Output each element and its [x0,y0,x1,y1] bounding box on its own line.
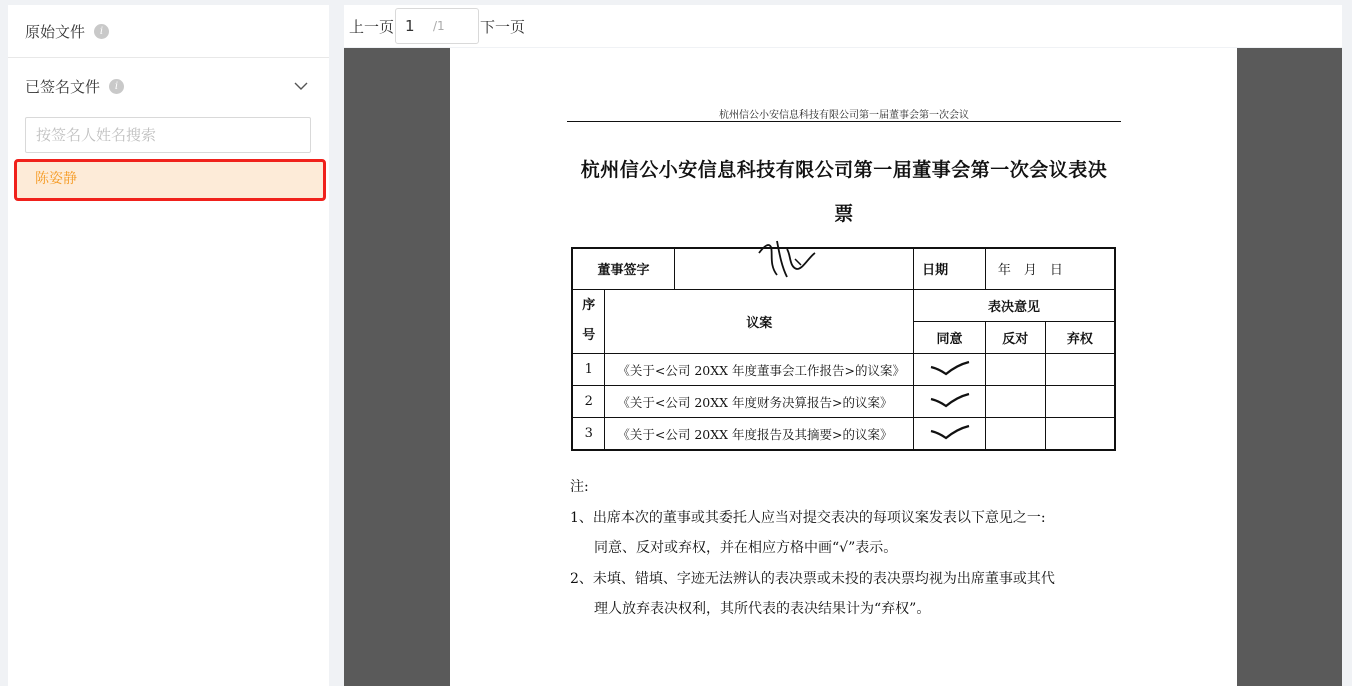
info-icon[interactable]: i [94,24,109,39]
document-viewer[interactable] [344,48,1342,686]
date-label: 日期 [914,248,986,289]
notes-heading: 注: [570,479,589,495]
row-agree [914,386,986,418]
row-agree [914,418,986,450]
row-abstain [1045,386,1115,418]
row-oppose [985,386,1045,418]
opinion-header: 表决意见 [914,289,1115,321]
table-row [572,386,1115,418]
agree-header: 同意 [914,321,986,353]
sidebar [8,5,329,686]
signer-list-item[interactable] [14,159,326,201]
row-abstain [1045,354,1115,386]
total-pages: /1 [433,19,445,33]
row-motion: 《关于<公司 20XX 年度报告及其摘要>的议案》 [605,418,914,450]
current-page-input[interactable]: 1 [405,17,415,35]
signed-file-section-header[interactable] [8,58,329,114]
search-container [8,114,329,153]
oppose-header: 反对 [985,321,1045,353]
row-motion: 《关于<公司 20XX 年度财务决算报告>的议案》 [605,386,914,418]
table-row [572,354,1115,386]
table-row [572,418,1115,450]
abstain-header: 弃权 [1045,321,1115,353]
row-oppose [985,354,1045,386]
check-mark [929,423,971,441]
signature-label: 董事签字 [572,248,675,289]
info-icon[interactable]: i [109,79,124,94]
note-1-line-2: 同意、反对或弃权，并在相应方格中画“√”表示。 [594,540,898,556]
document-page [450,48,1237,686]
original-file-section[interactable] [8,5,329,58]
note-1-line-1: 1、出席本次的董事或其委托人应当对提交表决的每项议案发表以下意见之一: [570,509,1046,526]
pager-toolbar [344,5,1342,47]
next-page-button[interactable]: 下一页 [480,17,526,36]
note-2-line-1: 2、未填、错填、字迹无法辨认的表决票或未投的表决票均视为出席董事或其代 [570,570,1055,587]
signature-mark [753,235,823,289]
check-mark [929,391,971,409]
signed-file-title[interactable]: 已签名文件 [25,77,101,96]
row-seq: 3 [572,418,605,450]
check-mark [929,359,971,377]
title-line-2: 票 [834,203,854,225]
prev-page-button[interactable]: 上一页 [349,17,395,36]
row-agree [914,354,986,386]
seq-label-bottom: 号 [582,328,596,344]
header-rule [567,121,1121,122]
document-title [560,148,1128,236]
document-header: 杭州信公小安信息科技有限公司第一届董事会第一次会议 [719,110,969,121]
page-number-box[interactable] [395,8,479,44]
row-seq: 1 [572,354,605,386]
note-2-line-2: 理人放弃表决权利，其所代表的表决结果计为“弃权”。 [594,601,931,617]
signer-name: 陈姿静 [35,171,77,187]
signature-cell [675,248,914,289]
original-file-title[interactable]: 原始文件 [25,22,86,41]
row-oppose [985,418,1045,450]
chevron-down-icon[interactable] [290,75,312,97]
motion-header: 议案 [605,289,914,353]
row-abstain [1045,418,1115,450]
row-seq: 2 [572,386,605,418]
seq-header [572,289,605,353]
seq-label-top: 序 [582,298,596,314]
row-motion: 《关于<公司 20XX 年度董事会工作报告>的议案》 [605,354,914,386]
notes [570,472,1130,625]
signer-search-input[interactable] [25,117,311,153]
date-value: 年 月 日 [985,248,1115,289]
vote-table [571,247,1116,451]
title-line-1: 杭州信公小安信息科技有限公司第一届董事会第一次会议表决 [580,159,1108,181]
